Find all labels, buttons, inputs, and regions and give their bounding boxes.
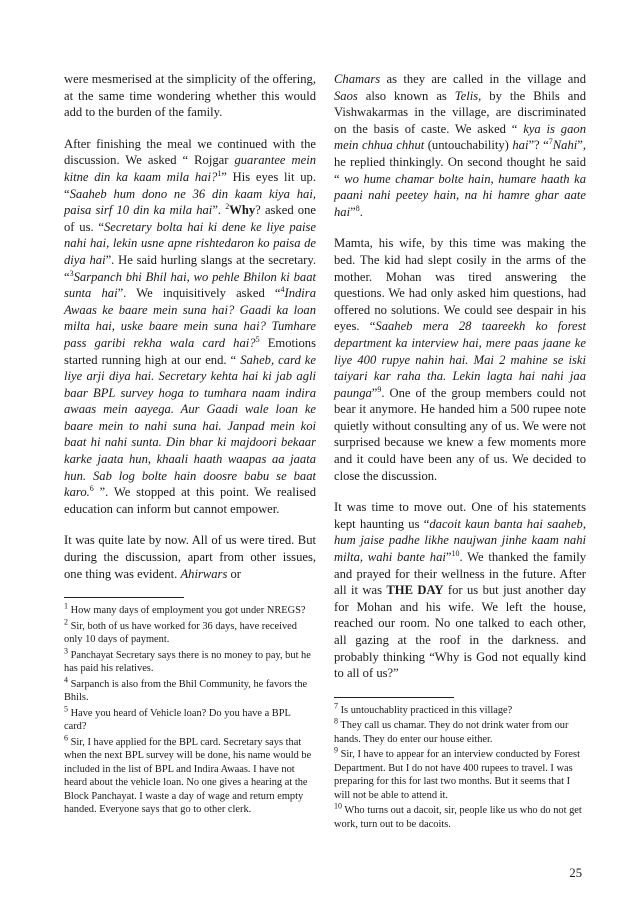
footnote: $^9$ Sir, I have to appear for an interview conducted by Forest Department. But I do not have 400 rupees to travel. I was preparing for this for last two months. But it seems that I will not be able to attend it.: [334, 745, 580, 801]
footnote: $^8$ They call us chamar. They do not drink water from our hands. They do enter our house either.: [334, 716, 569, 745]
paragraph: It was time to move out. One of his statements kept haunting us “dacoit kaun banta hai saaheb, hum jaise padhe likhe naujwan jinhe kaam nahi milta, wahi bante hai”$^{10}$. We thanked the family and prayed for their wellness in the future. After all it was THE DAY for us but just another day for Mohan and his wife. We left the house, reached our room. No one talked to each other, all gazing at the roof in the darkness. and probably thinking “Why is God not equally kind to all of us?”: [334, 500, 587, 681]
footnote: $^6$ Sir, I have applied for the BPL card. Secretary says that when the next BPL survey will be done, his name would be included in the list of BPL and Indira Awaas. I have not heard about the vehicle loan. No one gives a hearing at the Block Panchayat. I waste a day of wage and return empty handed. Everyone says that go to other clerk.: [64, 733, 312, 816]
page-number: 25: [569, 866, 582, 880]
footnotes: [334, 701, 586, 832]
paragraph: Chamars as they are called in the village and Saos also known as Telis, by the Bhils and Vishwakarmas in the village, are discriminated on the basis of caste. We asked “ kya is gaon mein chhua chhut (untouchability) hai”? “$^7$Nahi”, he replied thinkingly. On second thought he said “ wo hume chamar bolte hain, humare haath ka paani nahi peetey hain, na hi hamre ghar aate hai”$^8$.: [334, 72, 586, 219]
footnote: $^3$ Panchayat Secretary says there is no money to pay, but he has paid his relatives.: [64, 646, 311, 675]
footnote: $^4$ Sarpanch is also from the Bhil Community, he favors the Bhils.: [64, 675, 308, 704]
right-column: [334, 71, 586, 833]
footnote: $^7$ Is untouchablity practiced in this village?: [334, 701, 513, 716]
footnote: $^2$ Sir, both of us have worked for 36 days, have received only 10 days of payment.: [64, 617, 297, 646]
paragraph: Mamta, his wife, by this time was making the bed. The kid had slept cosily in the arms of the mother. Mohan was tired answering the questions. We had only asked him questions, had offered no solutions. We could see despair in his eyes. “Saaheb mera 28 taareekh ko forest department ka interview hai, mere paas jaane ke liye 400 rupye nahin hai. Mai 2 mahine se iski taiyari kar raha tha. Lekin lagta hai nahi jaa paunga”$^9$. One of the group members could not bear it anymore. He handed him a 500 rupee note quietly without consulting any of us. We were not surprised because we knew a few moments more and it could have been any of us. We decided to close the discussion.: [334, 236, 586, 483]
footnote-divider: [64, 597, 184, 598]
footnote: $^1$ How many days of employment you got under NREGS?: [64, 601, 306, 617]
footnote-divider: [334, 697, 454, 698]
footnote: $^{10}$ Who turns out a dacoit, sir, people like us who do not get work, turn out to be dacoits.: [334, 801, 582, 830]
paragraph: were mesmerised at the simplicity of the offering, at the same time wondering whether this would add to the burden of the family.: [64, 72, 316, 120]
left-column: [64, 71, 316, 819]
footnotes: [64, 601, 316, 817]
footnote: $^5$ Have you heard of Vehicle loan? Do you have a BPL card?: [64, 704, 291, 733]
paragraph: It was quite late by now. All of us were tired. But during the discussion, apart from other issues, one thing was evident. Ahirwars or: [64, 533, 316, 581]
paragraph: After finishing the meal we continued with the discussion. We asked “ Rojgar guarantee mein kitne din ka kaam mila hai?$^1$” His eyes lit up. “Saaheb hum dono ne 36 din kaam kiya hai, paisa sirf 10 din ka mila hai”. $^2$Why? asked one of us. “Secretary bolta hai ki dene ke liye paise nahi hai, lekin usne apne rishtedaron ko paisa de diya hai”. He said hurling slangs at the secretary. “$^3$Sarpanch bhi Bhil hai, wo pehle Bhilon ki baat sunta hai”. We inquisitively asked “$^4$Indira Awaas ke baare mein suna hai? Gaadi ka loan milta hai, uske baare mein suna hai? Tumhare pass garibi rekha wala card hai?$^5$ Emotions started running high at our end. “ Saheb, card ke liye arji diya hai. Secretary kehta hai ki jab agli baar BPL survey hoga to tumhara naam indira awaas mein aayega. Aur Gaadi wale loan ke baare mein to nahi suna hai. Janpad mein koi baat hi nahi sunta. Din bhar ki majdoori bekaar karke jaata hun, khaali haath waapas aa jaata hun. Sab log bolte hain doosre babu se baat karo.$^6$ ”. We stopped at this point. We realised education can inform but cannot empower.: [64, 136, 316, 516]
